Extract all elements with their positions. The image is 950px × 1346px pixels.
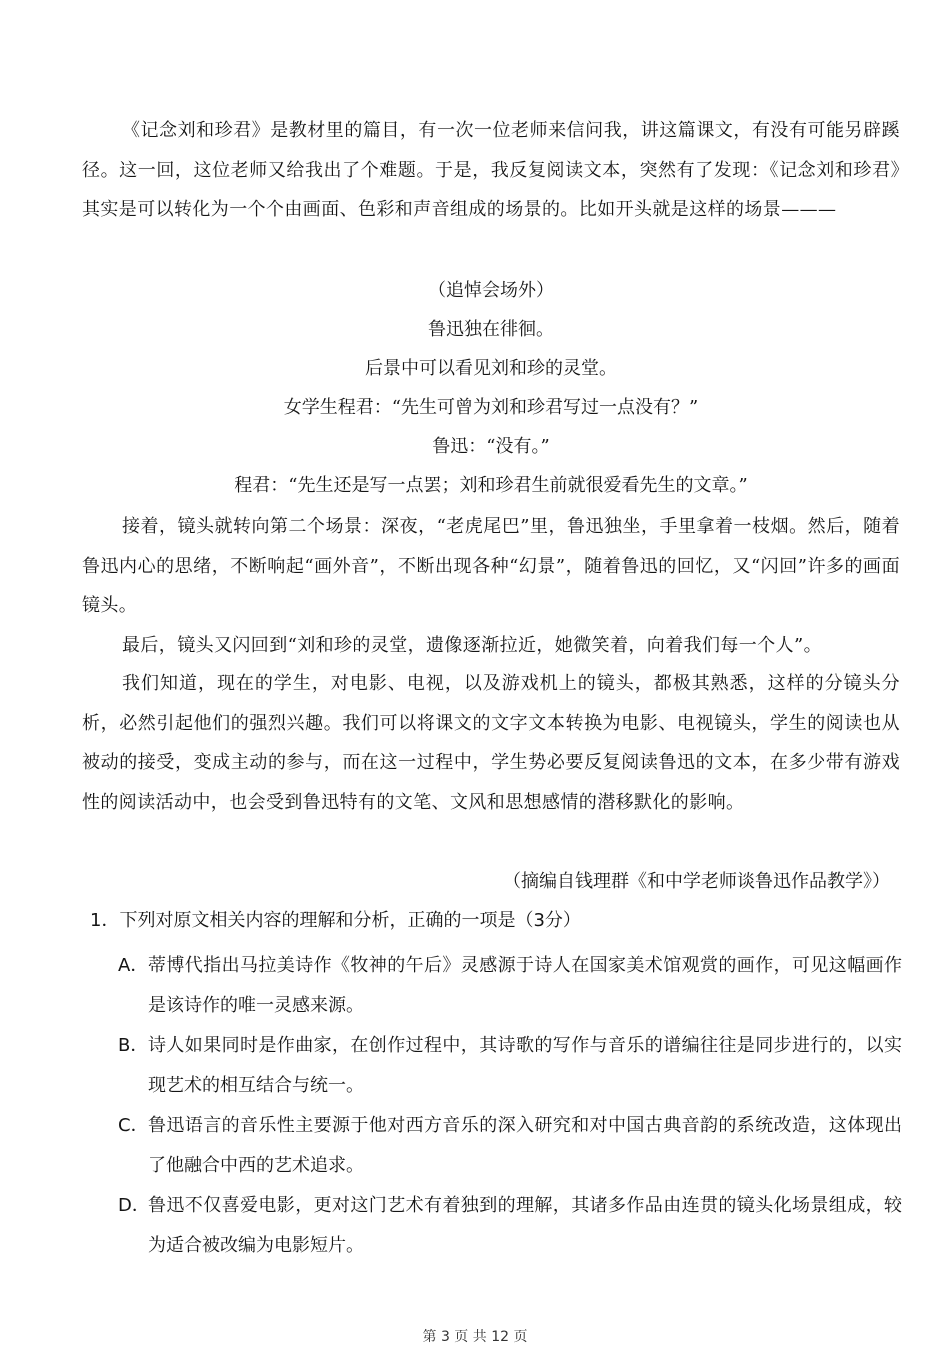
scene-line: 后景中可以看见刘和珍的灵堂。 [365, 358, 617, 379]
passage-paragraph-3 [82, 626, 900, 666]
option-b [90, 1026, 902, 1106]
option-text: 鲁迅不仅喜爱电影，更对这门艺术有着独到的理解，其诸多作品由连贯的镜头化场景组成，较为适合被改编为电影短片。 [148, 1195, 902, 1256]
question-1 [90, 904, 902, 1266]
passage-text: 接着，镜头就转向第二个场景：深夜，“老虎尾巴”里，鲁迅独坐，手里拿着一枝烟。然后，随着鲁迅内心的思绪，不断响起“画外音”，不断出现各种“幻景”，随着鲁迅的回忆，又“闪回”许多的画面镜头。 [82, 516, 900, 616]
question-stem: 1．下列对原文相关内容的理解和分析，正确的一项是（3分） [90, 910, 581, 931]
passage-paragraph-1 [82, 111, 900, 230]
option-list [90, 946, 902, 1266]
option-text: 鲁迅语言的音乐性主要源于他对西方音乐的深入研究和对中国古典音韵的系统改造，这体现出了他融合中西的艺术追求。 [148, 1115, 902, 1176]
option-letter: C． [118, 1115, 149, 1136]
option-letter: D． [118, 1195, 150, 1216]
source-citation: （摘编自钱理群《和中学老师谈鲁迅作品教学》） [503, 871, 890, 892]
passage-source [82, 864, 900, 900]
option-d [90, 1186, 902, 1266]
option-text: 蒂博代指出马拉美诗作《牧神的午后》灵感源于诗人在国家美术馆观赏的画作，可见这幅画作是该诗作的唯一灵感来源。 [148, 955, 902, 1016]
option-a [90, 946, 902, 1026]
passage-text: 最后，镜头又闪回到“刘和珍的灵堂，遗像逐渐拉近，她微笑着，向着我们每一个人”。 [122, 635, 823, 656]
scene-line: 女学生程君：“先生可曾为刘和珍君写过一点没有？” [283, 397, 699, 418]
page-footer: 第 3 页 共 12 页 [422, 1329, 528, 1345]
option-text: 诗人如果同时是作曲家，在创作过程中，其诗歌的写作与音乐的谱编往往是同步进行的，以实现艺术的相互结合与统一。 [148, 1035, 902, 1096]
passage-text: 《记念刘和珍君》是教材里的篇目，有一次一位老师来信问我，讲这篇课文，有没有可能另辟蹊径。这一回，这位老师又给我出了个难题。于是，我反复阅读文本，突然有了发现：《记念刘和珍君》其实是可以转化为一个个由画面、色彩和声音组成的场景的。比如开头就是这样的场景——— [82, 120, 900, 220]
scene-line: 鲁迅：“没有。” [432, 436, 550, 457]
passage-paragraph-4 [82, 664, 900, 822]
option-letter: A． [118, 955, 149, 976]
scene-line: （追悼会场外） [428, 280, 554, 301]
option-letter: B． [118, 1035, 149, 1056]
passage-paragraph-2 [82, 507, 900, 626]
passage-text: 我们知道，现在的学生，对电影、电视，以及游戏机上的镜头，都极其熟悉，这样的分镜头分析，必然引起他们的强烈兴趣。我们可以将课文的文字文本转换为电影、电视镜头，学生的阅读也从被动的接受，变成主动的参与，而在这一过程中，学生势必要反复阅读鲁迅的文本，在多少带有游戏性的阅读活动中，也会受到鲁迅特有的文笔、文风和思想感情的潜移默化的影响。 [82, 673, 900, 813]
scene-line: 鲁迅独在徘徊。 [428, 319, 554, 340]
scene-script [82, 271, 900, 505]
option-c [90, 1106, 902, 1186]
scene-line: 程君：“先生还是写一点罢；刘和珍君生前就很爱看先生的文章。” [234, 475, 748, 496]
